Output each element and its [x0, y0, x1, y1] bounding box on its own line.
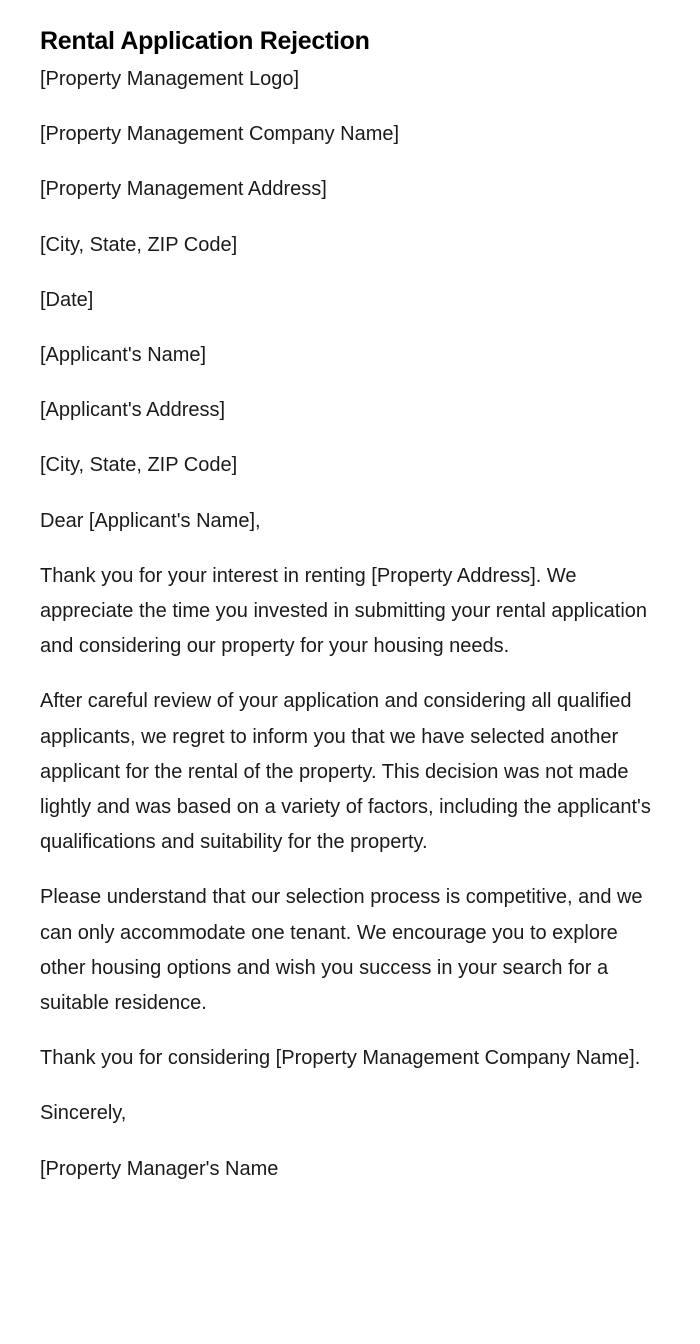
applicant-address-line: [Applicant's Address] — [40, 399, 226, 422]
company-address-line: [Property Management Address] — [40, 178, 327, 201]
logo-placeholder: [Property Management Logo] — [40, 68, 300, 90]
body-paragraph-decision: After careful review of your application and considering all qualified applicants, we regret to inform you that we have selected another applicant for the rental of the property. This decision was not made lightly and was based on a variety of factors, including the applicant's qualifications and suitability for the property. — [40, 690, 651, 854]
company-city-line: [City, State, ZIP Code] — [40, 233, 238, 256]
document-title: Rental Application Rejection — [40, 27, 370, 55]
date-line: [Date] — [40, 288, 94, 311]
valediction: Sincerely, — [40, 1102, 127, 1125]
salutation: Dear [Applicant's Name], — [40, 509, 261, 532]
body-paragraph-encouragement: Please understand that our selection process is competitive, and we can only accommodate one tenant. We encourage you to explore other housing options and wish you success in your search for a suitable residence. — [40, 886, 643, 1015]
applicant-name-line: [Applicant's Name] — [40, 344, 207, 367]
body-paragraph-thanks: Thank you for your interest in renting [Property Address]. We appreciate the time you invested in submitting your rental application and considering our property for your housing needs. — [40, 564, 648, 658]
company-name-line: [Property Management Company Name] — [40, 123, 400, 146]
signature-placeholder: [Property Manager's Name — [40, 1157, 279, 1180]
applicant-city-line: [City, State, ZIP Code] — [40, 454, 238, 477]
closing-thanks: Thank you for considering [Property Management Company Name]. — [40, 1047, 641, 1070]
